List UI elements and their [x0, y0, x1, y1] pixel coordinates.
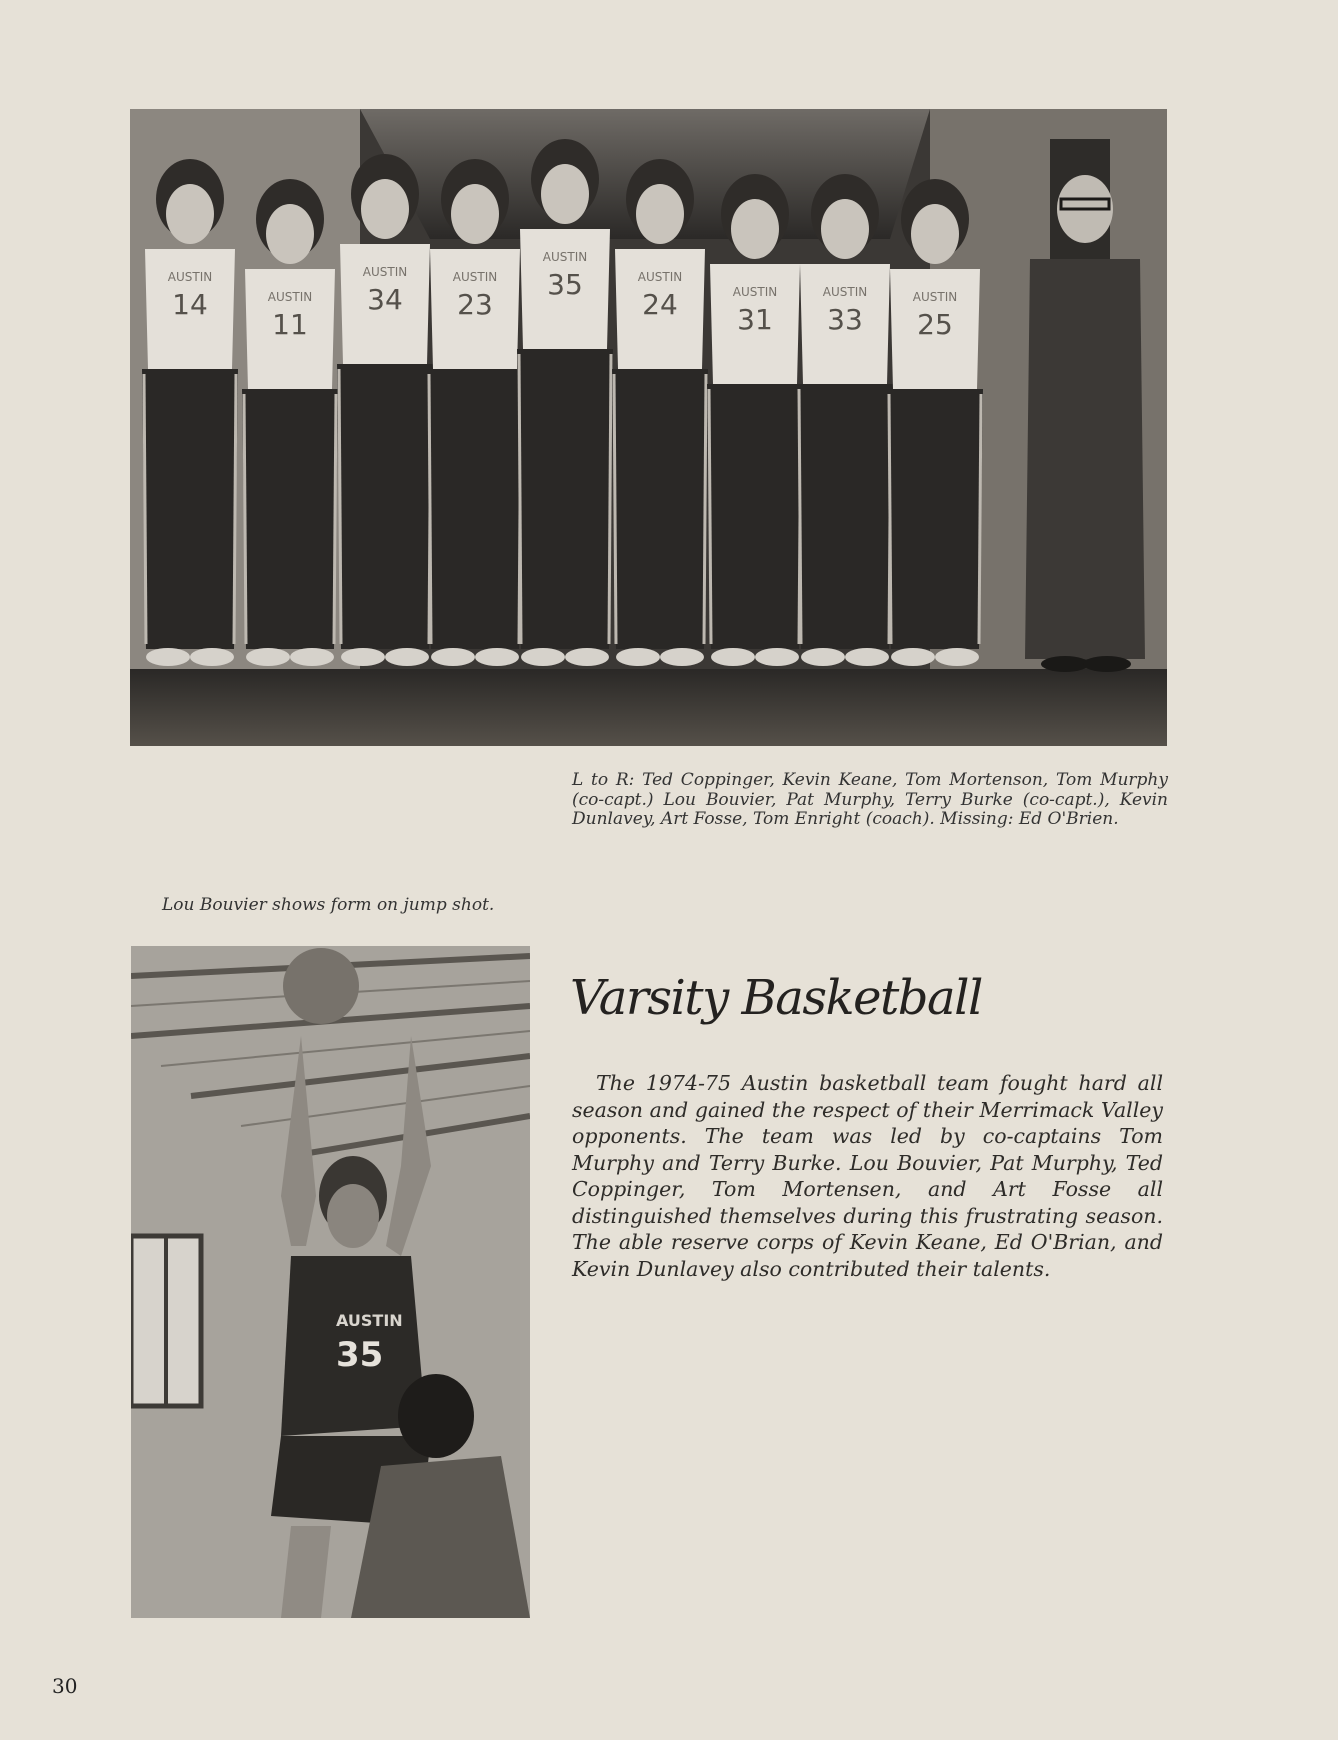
jump-shot-illustration — [131, 946, 530, 1618]
team-jersey-number: 31 — [737, 303, 773, 336]
article-body: The 1974-75 Austin basketball team fought hard all season and gained the respect of their Merrimack Valley opponents. The team was led by co-captains Tom Murphy and Terry Burke. Lou Bouvier, Pat Murphy, Ted Coppinger, Tom Mortensen, and Art Fosse all distinguished themselves during this frustrating season. The able reserve corps of Kevin Keane, Ed O'Brian, and Kevin Dunlavey also contributed their talents. — [572, 1071, 1163, 1281]
jump-shot-photo — [131, 946, 530, 1618]
team-jersey-text: AUSTIN — [267, 290, 313, 304]
team-jersey-text: AUSTIN — [362, 265, 408, 279]
team-jersey-number: 11 — [272, 308, 308, 341]
team-jersey-text: AUSTIN — [452, 270, 498, 284]
team-jersey-text: AUSTIN — [542, 250, 588, 264]
team-jersey-number: 25 — [917, 308, 953, 341]
team-photo-illustration — [130, 109, 1167, 746]
team-jersey-text: AUSTIN — [732, 285, 778, 299]
jump-jersey-text: AUSTIN — [336, 1311, 403, 1330]
team-jersey-number: 35 — [547, 268, 583, 301]
team-jersey-number: 14 — [172, 288, 208, 321]
team-photo-caption: L to R: Ted Coppinger, Kevin Keane, Tom Mortenson, Tom Murphy (co-capt.) Lou Bouvier, Pat Murphy, Terry Burke (co-capt.), Kevin Dunlavey, Art Fosse, Tom Enright (coach). Missing: Ed O'Brien. — [572, 770, 1168, 829]
team-jersey-number: 23 — [457, 288, 493, 321]
team-jersey-number: 33 — [827, 303, 863, 336]
team-jersey-text: AUSTIN — [637, 270, 683, 284]
team-jersey-text: AUSTIN — [167, 270, 213, 284]
team-jersey-number: 34 — [367, 283, 403, 316]
page-number: 30 — [52, 1674, 78, 1698]
jump-jersey-number: 35 — [336, 1335, 384, 1375]
team-jersey-text: AUSTIN — [822, 285, 868, 299]
page-title: Varsity Basketball — [570, 970, 982, 1027]
team-jersey-number: 24 — [642, 288, 678, 321]
jump-shot-caption: Lou Bouvier shows form on jump shot. — [162, 895, 495, 915]
team-jersey-text: AUSTIN — [912, 290, 958, 304]
team-photo — [130, 109, 1167, 746]
